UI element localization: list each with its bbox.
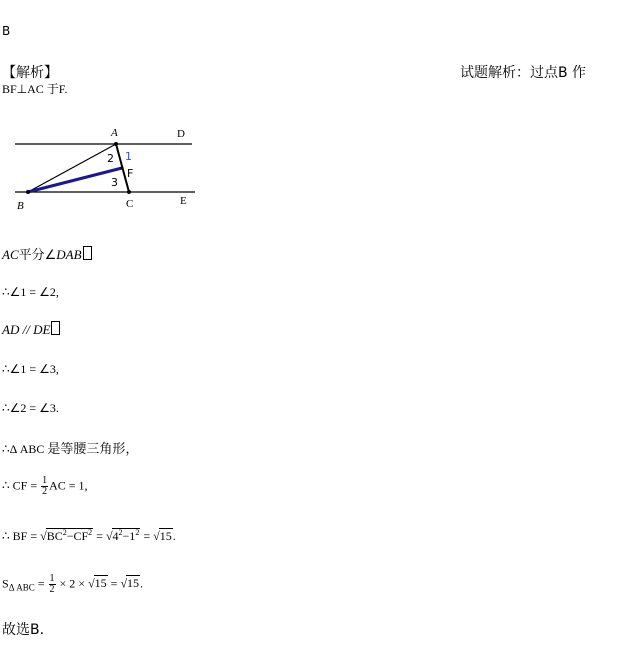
radical-15: 15 [159,529,172,543]
radical-4-1: $4^2-1^2$ [112,528,140,543]
point-A [114,142,118,146]
step-6: ∴Δ ABC 是等腰三角形， [2,442,139,457]
missing-glyph-box [83,246,92,260]
point-B [26,190,30,194]
final-answer: 故选B. [2,622,45,638]
analysis-intro-left: BF⊥AC 于F. [2,82,68,96]
step-8: ∴ BF = $√BC^2-CF^2 = √4^2-1^2 = √15$. [2,528,176,543]
angle-1-label: 1 [125,150,132,163]
fraction-half: $\frac{1}{2}$ [42,475,48,497]
label-A: A [111,127,118,139]
label-D: D [177,128,185,140]
label-B: B [17,200,24,212]
label-F: F [127,167,134,180]
radical-15: 15 [94,576,107,591]
step-5: ∴∠2 = ∠3. [2,401,59,415]
angle-2-label: 2 [107,152,114,165]
analysis-tag: 【解析】 [2,65,58,81]
answer-letter: B [2,24,11,38]
label-E: E [180,195,187,207]
point-F [120,166,123,169]
point-C [127,190,131,194]
segment-AB [28,144,116,192]
step-3: AD // DE [2,321,60,338]
step-2: ∴∠1 = ∠2, [2,285,59,299]
fraction-half: $\frac{1}{2}$ [49,573,55,595]
radical-bc-cf: $BC^2-CF^2$ [46,528,93,543]
step-9: $S_{\Delta ABC}$ = $\frac{1}{2}$ × 2 × √15 = √15. [2,573,144,595]
radical-15: 15 [127,576,140,591]
missing-glyph-box [51,321,60,335]
angle-3-label: 3 [111,176,118,189]
analysis-intro-right: 试题解析：过点B 作 [460,65,587,81]
step-1: AC平分∠DAB [2,244,92,263]
segment-BF [28,168,122,192]
label-C: C [126,198,134,210]
step-4: ∴∠1 = ∠3, [2,362,59,376]
step-7: ∴ CF = $\frac{1}{2}$ AC = 1, [2,475,88,497]
geometry-figure [0,120,210,215]
